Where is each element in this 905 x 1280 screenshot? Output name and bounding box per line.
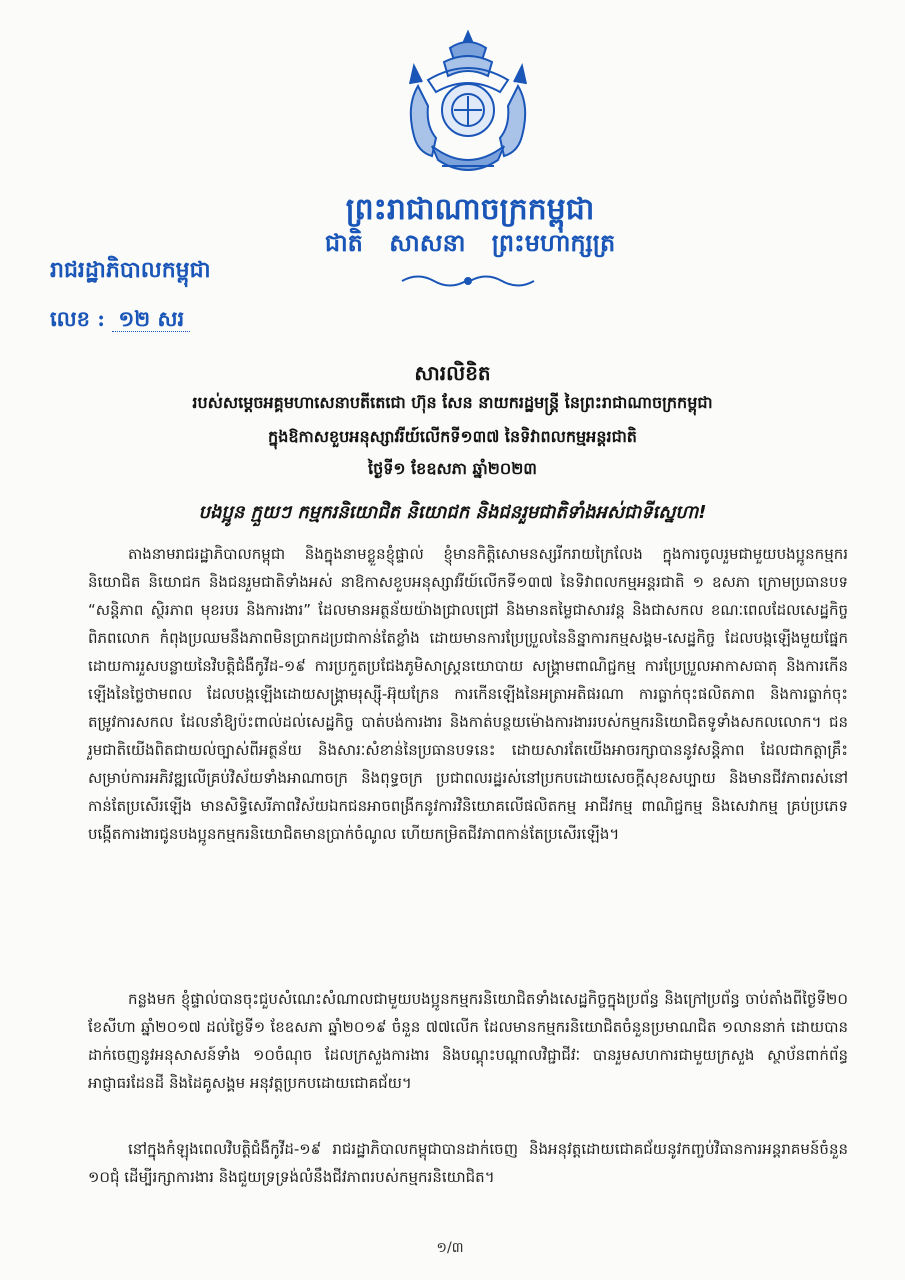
flourish-divider-icon [398, 272, 538, 290]
page-number: ១/៣ [436, 1240, 464, 1256]
paragraph: តាងនាមរាជរដ្ឋាភិបាលកម្ពុជា និងក្នុងនាមខ្លួនខ្ញុំផ្ទាល់ ខ្ញុំមានកិត្តិសោមនស្សរីករាយក្រៃលែង ក្នុងការចូលរួមជាមួយបងប្អូនកម្មករនិយោជិត និយោជក និងជនរួមជាតិទាំងអស់ នាឱកាសខួបអនុស្សាវរីយ៍លើកទី១៣៧ នៃទិវាពលកម្មអន្តរជាតិ ១ ឧសភា ក្រោមប្រធានបទ “សន្តិភាព ស្ថិរភាព មុខរបរ និងការងារ” ដែលមានអត្ថន័យយ៉ាងជ្រាលជ្រៅ និងមានតម្លៃជាសារវន្ត និងជាសកល ខណៈពេលដែលសេដ្ឋកិច្ចពិភពលោក កំពុងប្រឈមនឹងភាពមិនប្រាកដប្រជាកាន់តែខ្លាំង ដោយមានការប្រែប្រួលនៃនិន្នាការកម្មសង្គម-សេដ្ឋកិច្ច ដែលបង្កឡើងមួយផ្នែកដោយការរួសបន្លាយនៃវិបត្តិជំងឺកូវីដ-១៩ ការប្រកួតប្រជែងភូមិសាស្ត្រនយោបាយ សង្គ្រាមពាណិជ្ជកម្ម ការប្រែប្រួលអាកាសធាតុ និងការកើនឡើងនៃថ្លៃថាមពល ដែលបង្កឡើងដោយសង្គ្រាមរុស្ស៊ី-អ៊ុយក្រែន ការកើនឡើងនៃអត្រាអតិផរណា ការធ្លាក់ចុះផលិតភាព និងការធ្លាក់ចុះតម្រូវការសកល ដែលនាំឱ្យប៉ះពាល់ដល់សេដ្ឋកិច្ច បាត់បង់ការងារ និងកាត់បន្ថយម៉ោងការងាររបស់កម្មករនិយោជិតទូទាំងសកលលោក។ ជនរួមជាតិយើងពិតជាយល់ច្បាស់ពីអត្ថន័យ និងសារៈសំខាន់នៃប្រធានបទនេះ ដោយសារតែយើងអាចរក្សាបាននូវសន្តិភាព ដែលជាកត្តាគ្រឹះសម្រាប់ការអភិវឌ្ឍលើគ្រប់វិស័យទាំងអាណាចក្រ និងពុទ្ធចក្រ ប្រជាពលរដ្ឋរស់នៅប្រកបដោយសេចក្ដីសុខសប្បាយ និងមានជីវភាពរស់នៅកាន់តែប្រសើរឡើង មានសិទ្ធិសេរីភាពវិស័យឯកជនអាចពង្រីកនូវការវិនិយោគលើផលិតកម្ម អាជីវកម្ម ពាណិជ្ជកម្ម និងសេវាកម្ម គ្រប់ប្រភេទ បង្កើតការងារជូនបងប្អូនកម្មករនិយោជិតមានប្រាក់ចំណូល ហើយកម្រិតជីវភាពកាន់តែប្រសើរឡើង។ [88, 545, 848, 843]
kingdom-motto: ជាតិ សាសនា ព្រះមហាក្សត្រ [324, 228, 616, 257]
government-name: រាជរដ្ឋាភិបាលកម្ពុជា [50, 257, 211, 283]
letter-subtitle-occasion: ក្នុងឱកាសខួបអនុស្សាវរីយ៍លើកទី១៣៧ នៃទិវាពលកម្មអន្តរជាតិ [268, 427, 637, 446]
letter-title: សារលិខិត [414, 361, 491, 385]
royal-coat-of-arms-icon [388, 26, 548, 186]
letter-date: ថ្ងៃទី១ ខែឧសភា ឆ្នាំ២០២៣ [368, 459, 537, 478]
document-number-label: លេខ : [50, 306, 106, 331]
document-number-value: ១២ សរ [112, 306, 190, 332]
salutation: បងប្អូន ក្មួយៗ កម្មករនិយោជិត និយោជក និងជនរួមជាតិទាំងអស់ជាទីស្នេហា! [198, 502, 707, 523]
document-number [50, 306, 190, 337]
paragraph: នៅក្នុងកំឡុងពេលវិបត្តិជំងឺកូវីដ-១៩ រាជរដ្ឋាភិបាលកម្ពុជាបានដាក់ចេញ និងអនុវត្តដោយជោគជ័យនូវកញ្ចប់វិធានការអន្តរាគមន៍ចំនួន ១០ជុំ ដើម្បីរក្សាការងារ និងជួយទ្រទ្រង់លំនឹងជីវភាពរបស់កម្មករនិយោជិត។ [88, 1140, 848, 1186]
letter-subtitle-author: របស់សម្ដេចអគ្គមហាសេនាបតីតេជោ ហ៊ុន សែន នាយករដ្ឋមន្ត្រី នៃព្រះរាជាណាចក្រកម្ពុជា [192, 393, 713, 412]
paragraph: កន្លងមក ខ្ញុំផ្ទាល់បានចុះជួបសំណេះសំណាលជាមួយបងប្អូនកម្មករនិយោជិតទាំងសេដ្ឋកិច្ចក្នុងប្រព័ន្ធ និងក្រៅប្រព័ន្ធ ចាប់តាំងពីថ្ងៃទី២០ ខែសីហា ឆ្នាំ២០១៧ ដល់ថ្ងៃទី១ ខែឧសភា ឆ្នាំ២០១៩ ចំនួន ៧៧លើក ដែលមានកម្មករនិយោជិតចំនួនប្រមាណជិត ១លាននាក់ ដោយបានដាក់ចេញនូវអនុសាសន៍ទាំង ១០ចំណុច ដែលក្រសួងការងារ និងបណ្តុះបណ្តាលវិជ្ជាជីវៈ បានរួមសហការជាមួយក្រសួង ស្ថាប័នពាក់ព័ន្ធ អាជ្ញាធរដែនដី និងដៃគូសង្គម អនុវត្តប្រកបដោយជោគជ័យ។ [88, 990, 848, 1092]
kingdom-title: ព្រះរាជាណាចក្រកម្ពុជា [345, 192, 595, 227]
